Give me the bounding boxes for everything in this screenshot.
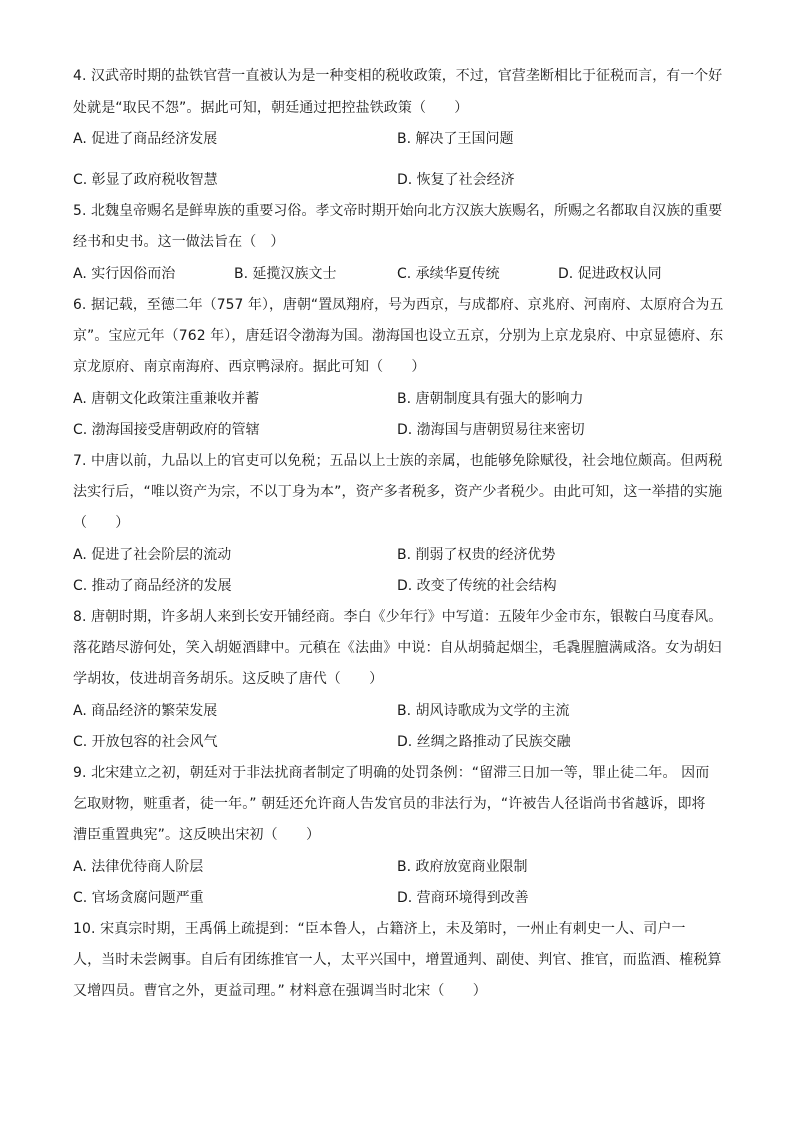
question-6-option-a: A. 唐朝文化政策注重兼收并蓄 xyxy=(73,391,260,407)
question-9-option-d: D. 营商环境得到改善 xyxy=(397,890,529,906)
question-5-stem-line-2: 经书和史书。这一做法旨在（ ） xyxy=(73,234,285,250)
question-7-option-b: B. 削弱了权贵的经济优势 xyxy=(397,547,556,563)
question-8-option-c: C. 开放包容的社会风气 xyxy=(73,734,218,750)
question-8-option-b: B. 胡风诗歌成为文学的主流 xyxy=(397,703,570,719)
question-9-option-b: B. 政府放宽商业限制 xyxy=(397,859,528,875)
question-8-stem-line-2: 落花踏尽游何处，笑入胡姬酒肆中。元稹在《法曲》中说：自从胡骑起烟尘，毛毳腥膻满咸洛。女为胡妇 xyxy=(73,640,722,656)
question-4-stem-line-1: 4. 汉武帝时期的盐铁官营一直被认为是一种变相的税收政策，不过，官营垄断相比于征税而言，有一个好 xyxy=(73,68,723,84)
question-4-option-c: C. 彰显了政府税收智慧 xyxy=(73,172,218,188)
question-7-option-a: A. 促进了社会阶层的流动 xyxy=(73,547,232,563)
question-6-stem-line-2: 京”。宝应元年（762 年），唐廷诏令渤海为国。渤海国也设立五京，分别为上京龙泉府、中京显德府、东 xyxy=(73,328,724,344)
question-9-option-c: C. 官场贪腐问题严重 xyxy=(73,890,204,906)
question-4-option-b: B. 解决了王国问题 xyxy=(397,131,514,147)
question-8-option-a: A. 商品经济的繁荣发展 xyxy=(73,703,218,719)
question-6-option-d: D. 渤海国与唐朝贸易往来密切 xyxy=(397,422,585,438)
question-5-option-a: A. 实行因俗而治 xyxy=(73,266,176,282)
question-7-option-c: C. 推动了商品经济的发展 xyxy=(73,578,232,594)
question-5-option-d: D. 促进政权认同 xyxy=(558,266,662,282)
question-7-stem-line-3: （ ） xyxy=(73,515,130,531)
question-9-option-a: A. 法律优待商人阶层 xyxy=(73,859,204,875)
question-7-stem-line-2: 法实行后，“唯以资产为宗，不以丁身为本”，资产多者税多，资产少者税少。由此可知，这一举措的实施 xyxy=(73,484,723,500)
question-6-option-b: B. 唐朝制度具有强大的影响力 xyxy=(397,391,584,407)
question-4-option-a: A. 促进了商品经济发展 xyxy=(73,131,218,147)
question-10-stem-line-2: 人，当时未尝阙事。自后有团练推官一人，太平兴国中，增置通判、副使、判官、推官，而监酒、榷税算 xyxy=(73,952,722,968)
question-8-stem-line-1: 8. 唐朝时期，许多胡人来到长安开铺经商。李白《少年行》中写道：五陵年少金市东，银鞍白马度春风。 xyxy=(73,609,723,625)
question-7-option-d: D. 改变了传统的社会结构 xyxy=(397,578,557,594)
question-4-option-d: D. 恢复了社会经济 xyxy=(397,172,515,188)
question-9-stem-line-3: 漕臣重置典宪”。这反映出宋初（ ） xyxy=(73,827,321,843)
question-4-stem-line-2: 处就是“取民不怨”。据此可知，朝廷通过把控盐铁政策（ ） xyxy=(73,100,469,116)
question-8-option-d: D. 丝绸之路推动了民族交融 xyxy=(397,734,571,750)
question-5-option-b: B. 延揽汉族文士 xyxy=(234,266,337,282)
question-10-stem-line-3: 又增四员。曹官之外，更益司理。” 材料意在强调当时北宋（ ） xyxy=(73,983,487,999)
question-6-stem-line-3: 京龙原府、南京南海府、西京鸭渌府。据此可知（ ） xyxy=(73,359,426,375)
question-10-stem-line-1: 10. 宋真宗时期，王禹偁上疏提到：“臣本鲁人，占籍济上，未及第时，一州止有刺史一人、司户一 xyxy=(73,921,686,937)
question-9-stem-line-2: 乞取财物，赃重者，徒一年。” 朝廷还允许商人告发官员的非法行为，“许被告人径诣尚书省越诉，即将 xyxy=(73,796,706,812)
question-6-stem-line-1: 6. 据记载，至德二年（757 年），唐朝“置凤翔府，号为西京，与成都府、京兆府、河南府、太原府合为五 xyxy=(73,297,724,313)
question-8-stem-line-3: 学胡妆，伎进胡音务胡乐。这反映了唐代（ ） xyxy=(73,671,384,687)
question-9-stem-line-1: 9. 北宋建立之初，朝廷对于非法扰商者制定了明确的处罚条例：“留滞三日加一等，罪止徒二年。 因而 xyxy=(73,765,710,781)
question-7-stem-line-1: 7. 中唐以前，九品以上的官吏可以免税；五品以上士族的亲属，也能够免除赋役，社会地位颇高。但两税 xyxy=(73,453,723,469)
question-5-stem-line-1: 5. 北魏皇帝赐名是鲜卑族的重要习俗。孝文帝时期开始向北方汉族大族赐名，所赐之名都取自汉族的重要 xyxy=(73,203,723,219)
question-6-option-c: C. 渤海国接受唐朝政府的管辖 xyxy=(73,422,260,438)
question-5-option-c: C. 承续华夏传统 xyxy=(397,266,500,282)
